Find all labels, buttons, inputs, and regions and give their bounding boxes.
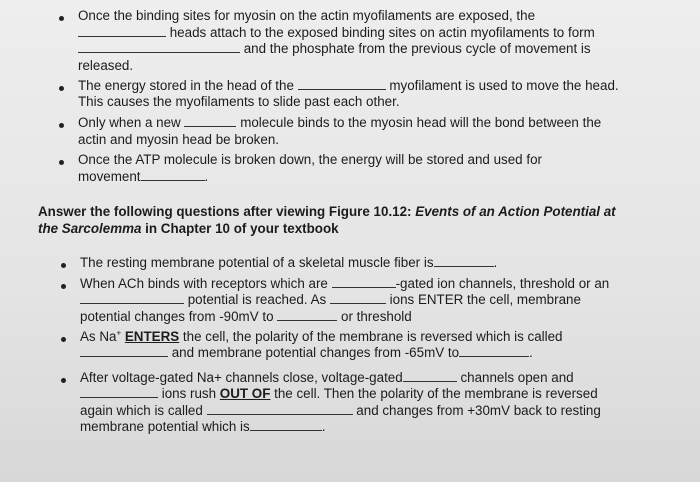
- fill-blank: [78, 41, 240, 53]
- section-heading: the Sarcolemma in Chapter 10 of your textbook: [38, 221, 339, 236]
- section-heading: Answer the following questions after viewing Figure 10.12: Events of an Action Potential at: [38, 204, 616, 219]
- fill-blank: [141, 169, 205, 181]
- fill-blank: [80, 292, 184, 304]
- fill-blank: [403, 370, 457, 382]
- bullet: [61, 337, 66, 342]
- fill-blank: [332, 276, 396, 288]
- text-line: This causes the myofilaments to slide past each other.: [78, 94, 400, 109]
- fill-blank: [250, 419, 322, 431]
- text-line: actin and myosin head be broken.: [78, 132, 279, 147]
- text-line: and membrane potential changes from -65mV to .: [80, 345, 533, 361]
- fill-blank: [184, 115, 236, 127]
- text-line: Once the ATP molecule is broken down, the energy will be stored and used for: [78, 152, 542, 167]
- text-line: The energy stored in the head of the myofilament is used to move the head.: [78, 78, 619, 93]
- fill-blank: [459, 345, 529, 357]
- text-line: heads attach to the exposed binding sites on actin myofilaments to form: [78, 25, 595, 41]
- bullet: [59, 123, 64, 128]
- fill-blank: [78, 25, 166, 37]
- bullet: [59, 86, 64, 91]
- text-line: As Na+ ENTERS the cell, the polarity of the membrane is reversed which is called: [80, 328, 563, 344]
- fill-blank: [80, 386, 158, 398]
- fill-blank: [207, 403, 353, 415]
- text-line: When ACh binds with receptors which are -gated ion channels, threshold or an: [80, 276, 610, 291]
- bullet: [61, 263, 66, 268]
- bullet: [61, 284, 66, 289]
- text-line: movement .: [78, 169, 209, 184]
- fill-blank: [277, 309, 337, 321]
- text-line: The resting membrane potential of a skeletal muscle fiber is .: [80, 255, 498, 270]
- text-line: and the phosphate from the previous cycle of movement is: [78, 41, 591, 57]
- text-line: After voltage-gated Na+ channels close, voltage-gated channels open and: [80, 370, 574, 385]
- text-line: potential changes from -90mV to or threshold: [80, 309, 412, 324]
- bullet: [61, 378, 66, 383]
- fill-blank: [434, 255, 494, 267]
- fill-blank: [330, 292, 386, 304]
- text-line: membrane potential which is .: [80, 419, 326, 434]
- bullet: [59, 16, 64, 21]
- fill-blank: [298, 78, 386, 90]
- text-line: Only when a new molecule binds to the myosin head will the bond between the: [78, 115, 602, 130]
- bullet: [59, 160, 64, 165]
- text-line: ions rush OUT OF the cell. Then the polarity of the membrane is reversed: [80, 386, 598, 402]
- fill-blank: [80, 345, 168, 357]
- text-line: again which is called and changes from +30mV back to resting: [80, 403, 601, 418]
- text-line: released.: [78, 58, 134, 73]
- text-line: Once the binding sites for myosin on the actin myofilaments are exposed, the: [78, 8, 536, 23]
- text-line: potential is reached. As ions ENTER the cell, membrane: [80, 292, 581, 308]
